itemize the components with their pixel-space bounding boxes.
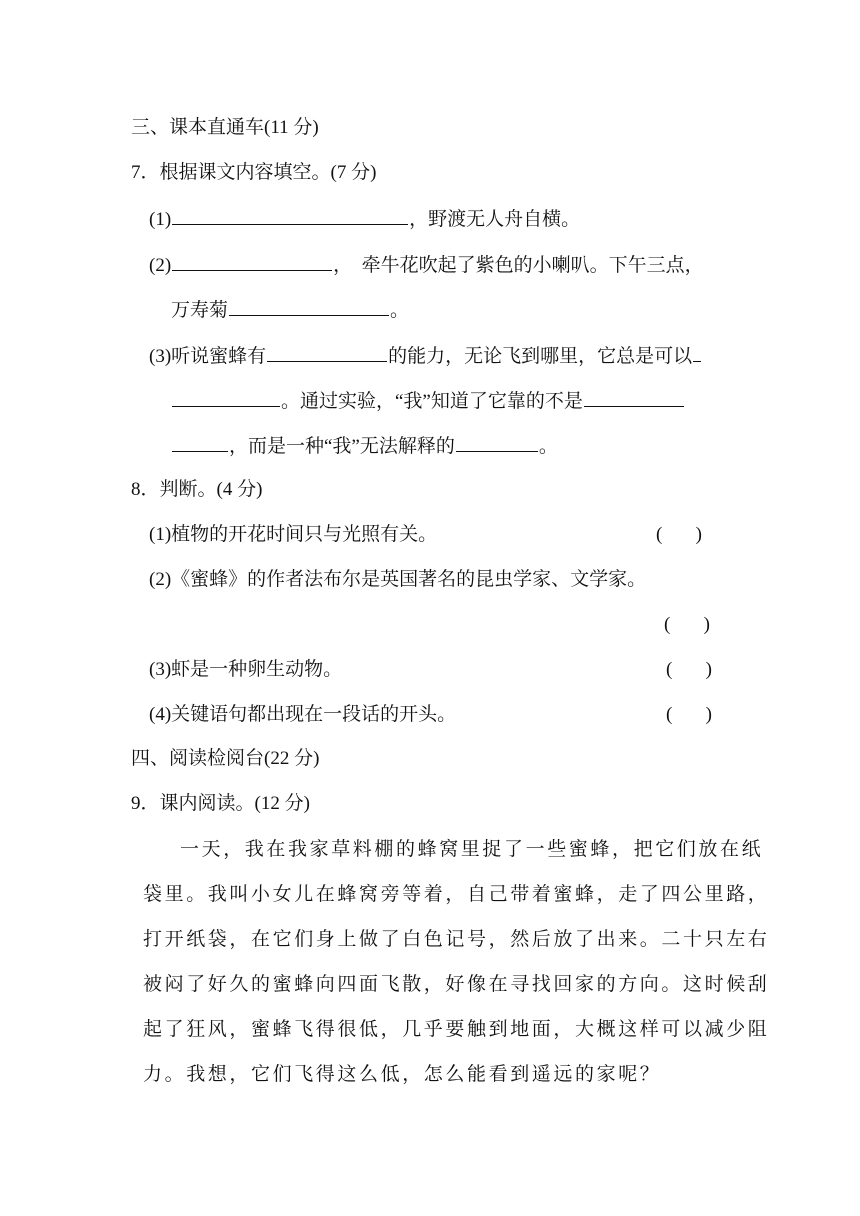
question-7-title: 7．根据课文内容填空。(7 分) xyxy=(131,162,377,183)
q8-item-2: (2)《蜜蜂》的作者法布尔是英国著名的昆虫学家、文学家。 xyxy=(149,569,647,590)
item-number: (2) xyxy=(149,255,172,276)
question-8-title: 8．判断。(4 分) xyxy=(131,479,263,500)
answer-parentheses[interactable]: ( ) xyxy=(656,524,702,545)
q8-item-1: (1)植物的开花时间只与光照有关。 xyxy=(149,524,438,545)
item-text: 万寿菊 xyxy=(171,300,229,321)
item-text: 。 xyxy=(390,300,410,321)
answer-blank[interactable] xyxy=(584,388,684,407)
answer-blank[interactable] xyxy=(693,343,701,362)
passage-line-3: 打开纸袋，在它们身上做了白色记号，然后放了出来。二十只左右 xyxy=(143,928,770,950)
passage-line-2: 袋里。我叫小女儿在蜂窝旁等着，自己带着蜜蜂，走了四公里路， xyxy=(143,883,770,905)
answer-blank[interactable] xyxy=(229,297,389,316)
passage-line-1: 一天，我在我家草料棚的蜂窝里捉了一些蜜蜂，把它们放在纸 xyxy=(180,838,764,860)
q7-item-2-line-1 xyxy=(149,252,704,278)
answer-blank[interactable] xyxy=(172,252,332,271)
item-text: 的能力，无论飞到哪里，它总是可以 xyxy=(388,346,693,367)
answer-blank[interactable] xyxy=(172,433,228,452)
answer-parentheses[interactable]: ( ) xyxy=(664,614,710,635)
passage-line-5: 起了狂风，蜜蜂飞得很低，几乎要触到地面，大概这样可以减少阻 xyxy=(143,1018,770,1040)
passage-line-4: 被闷了好久的蜜蜂向四面飞散，好像在寻找回家的方向。这时候刮 xyxy=(143,973,770,995)
q7-item-3-line-1 xyxy=(149,343,702,369)
passage-line-6: 力。我想，它们飞得这么低，怎么能看到遥远的家呢？ xyxy=(143,1063,662,1085)
section-3-heading: 三、课本直通车(11 分) xyxy=(131,117,319,138)
answer-parentheses[interactable]: ( ) xyxy=(666,704,712,725)
item-text: 。通过实验，“我”知道了它靠的不是 xyxy=(281,391,583,412)
q8-item-4: (4)关键语句都出现在一段话的开头。 xyxy=(149,704,457,725)
question-9-title: 9．课内阅读。(12 分) xyxy=(131,793,310,814)
answer-parentheses[interactable]: ( ) xyxy=(666,659,712,680)
q7-item-3-line-2 xyxy=(171,388,685,414)
answer-blank[interactable] xyxy=(172,388,280,407)
item-text: ，野渡无人舟自横。 xyxy=(409,209,581,230)
item-text: ，而是一种“我”无法解释的 xyxy=(229,436,455,457)
item-text: 听说蜜蜂有 xyxy=(171,346,267,367)
item-text: 。 xyxy=(538,436,558,457)
item-text: ， 牵牛花吹起了紫色的小喇叭。下午三点， xyxy=(333,255,704,276)
q7-item-3-line-3 xyxy=(171,433,558,459)
answer-blank[interactable] xyxy=(267,343,387,362)
item-number: (3) xyxy=(149,346,172,367)
answer-blank[interactable] xyxy=(172,206,408,225)
answer-blank[interactable] xyxy=(456,433,538,452)
item-number: (1) xyxy=(149,209,172,230)
q8-item-3: (3)虾是一种卵生动物。 xyxy=(149,659,343,680)
q7-item-1 xyxy=(149,206,580,232)
q7-item-2-line-2 xyxy=(171,297,409,323)
section-4-heading: 四、阅读检阅台(22 分) xyxy=(131,748,320,769)
